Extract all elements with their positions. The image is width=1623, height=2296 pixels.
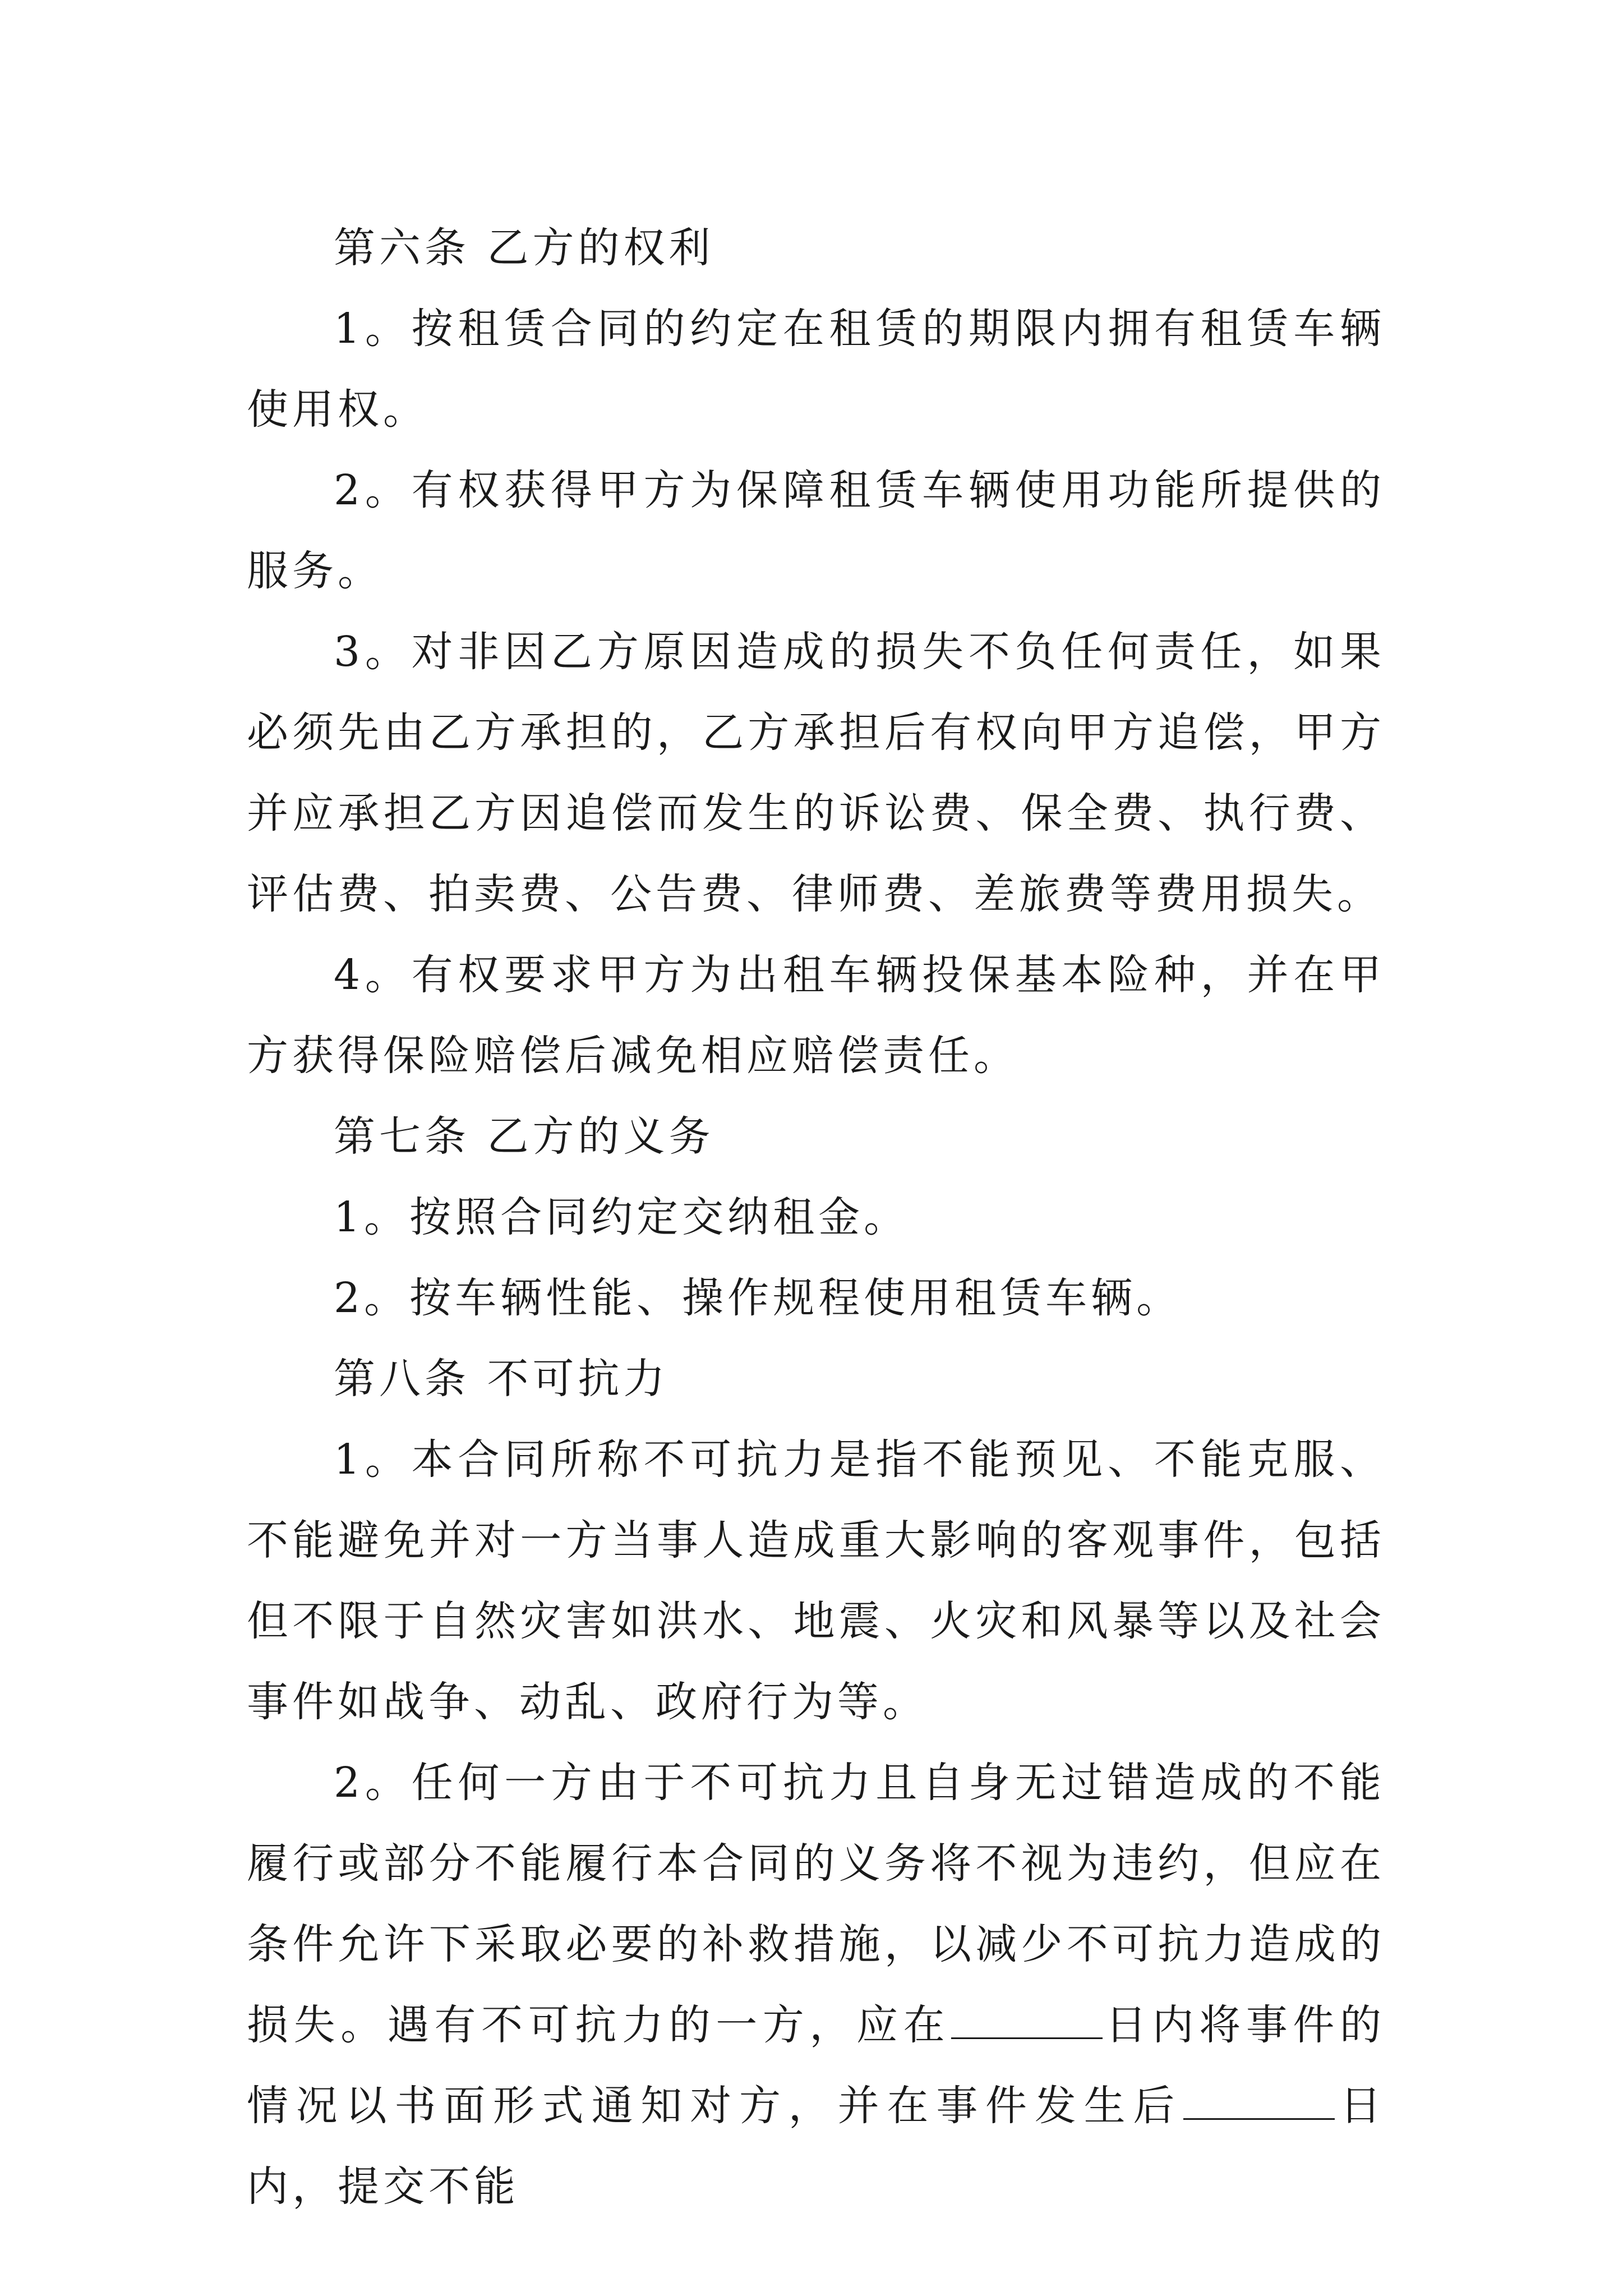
article-7-heading: 第七条 乙方的义务 [334, 1112, 714, 1161]
article-8-clause-1: 1。本合同所称不可抗力是指不能预见、不能克服、不能避免并对一方当事人造成重大影响的客观事件，包括但不限于自然灾害如洪水、地震、火灾和风暴等以及社会事件如战争、动乱、政府行为等。 [247, 1435, 1385, 1726]
article-7-clause-1: 1。按照合同约定交纳租金。 [334, 1193, 910, 1241]
article-6-clause-1: 1。按租赁合同的约定在租赁的期限内拥有租赁车辆使用权。 [247, 305, 1385, 434]
article-7-clause-2: 2。按车辆性能、操作规程使用租赁车辆。 [334, 1274, 1182, 1322]
article-6-clause-3: 3。对非因乙方原因造成的损失不负任何责任，如果必须先由乙方承担的，乙方承担后有权向甲方追偿，甲方并应承担乙方因追偿而发生的诉讼费、保全费、执行费、评估费、拍卖费、公告费、律师费、差旅费等费用损失。 [247, 628, 1385, 918]
article-8-clause-2-text-b: 日内将事件的情况以书面形式通知对方，并在事件发生后 [247, 2001, 1386, 2130]
fill-in-blank-days-submit [1183, 2118, 1335, 2120]
article-6-clause-4: 4。有权要求甲方为出租车辆投保基本险种，并在甲方获得保险赔偿后减免相应赔偿责任。 [247, 951, 1385, 1080]
article-6-clause-2: 2。有权获得甲方为保障租赁车辆使用功能所提供的服务。 [247, 466, 1385, 595]
article-8-clause-2 [247, 1742, 1385, 2227]
article-6-heading: 第六条 乙方的权利 [334, 224, 714, 272]
article-8-clause-2-text-a: 2。任何一方由于不可抗力且自身无过错造成的不能履行或部分不能履行本合同的义务将不视为违约，但应在条件允许下采取必要的补救措施，以减少不可抗力造成的损失。遇有不可抗力的一方，应在 [247, 1759, 1385, 2049]
article-8-heading: 第八条 不可抗力 [334, 1355, 669, 1403]
fill-in-blank-days-notice [951, 2037, 1103, 2039]
document-body [247, 208, 1385, 2227]
article-8-clause-2-text-c: 日内，提交不能 [247, 2082, 1386, 2211]
